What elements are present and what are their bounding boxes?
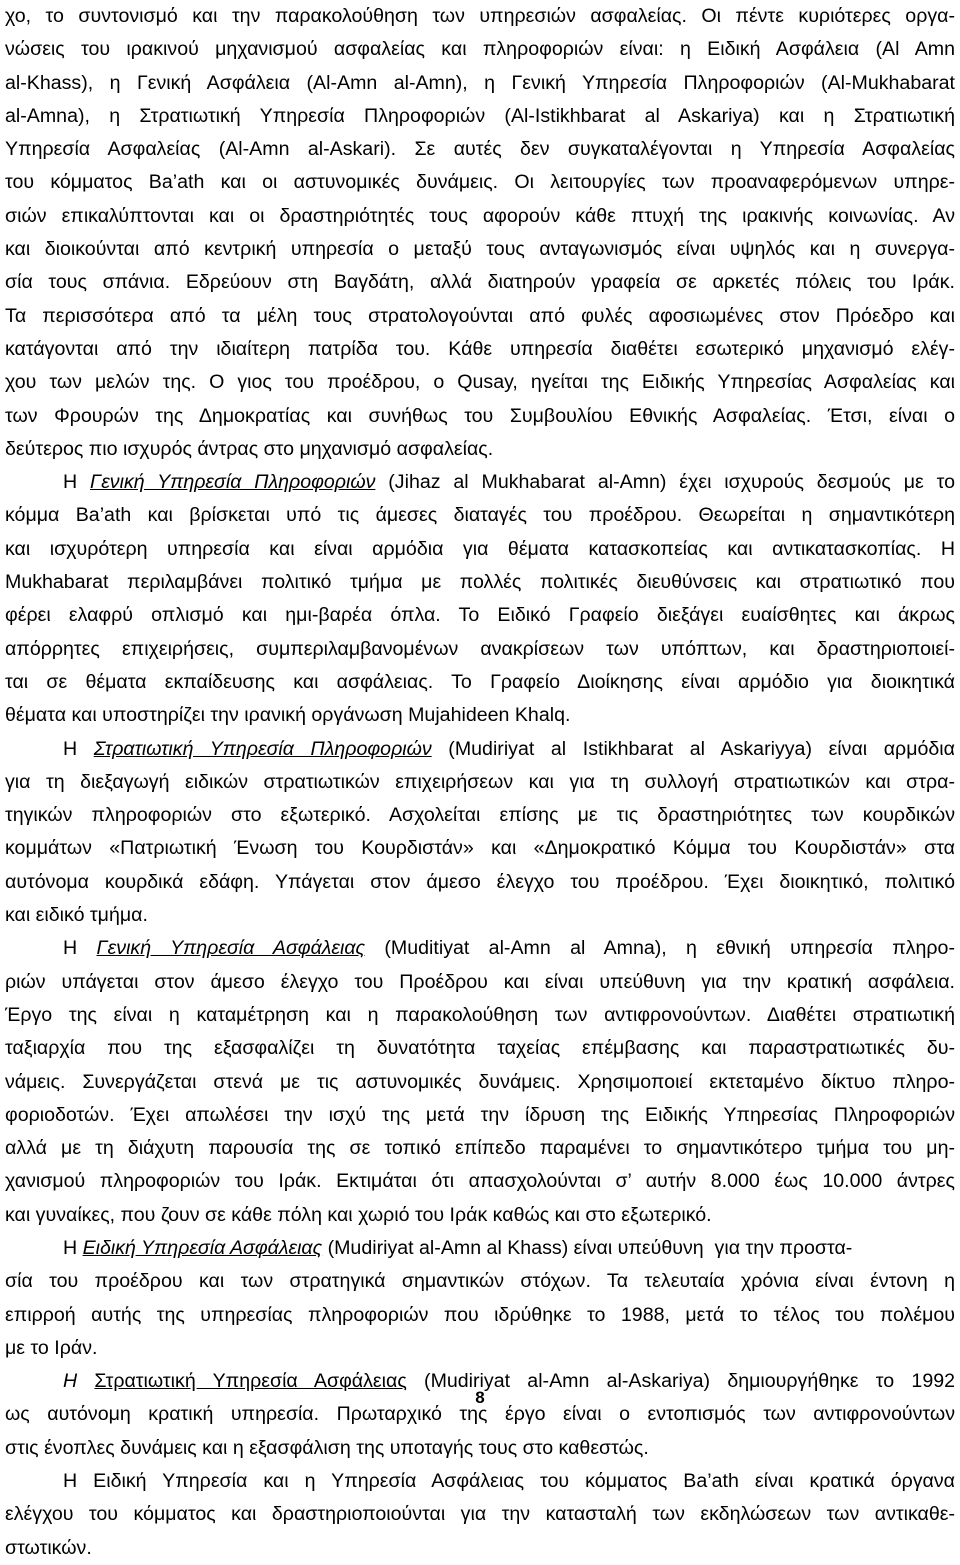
line-prefix: Η [63,937,97,960]
line-text: ως αυτόνομη κρατική υπηρεσία. Πρωταρχικό της έργο είναι ο εντοπισμός των αντιφρονούντων [5,1403,955,1426]
text-line [5,166,955,199]
agency-name: Γενική Υπηρεσία Πληροφοριών [90,471,376,494]
line-text: και διοικούνται από κεντρική υπηρεσία ο μεταξύ τους ανταγωνισμός είναι υψηλός και η συνεργα- [5,238,955,261]
line-text: ελέγχου του κόμματος και δραστηριοποιούνται για την κατασταλή των εκδηλώσεων των αντικαθε- [5,1503,955,1526]
line-text: χου των μελών της. Ο γιος του προέδρου, ο Qusay, ηγείται της Ειδικής Υπηρεσίας Ασφαλείας και [5,371,955,394]
line-text: ριών υπάγεται στον άμεσο έλεγχο του Προέδρου και είναι υπεύθυνη για την κρατική ασφάλεια. [5,970,955,993]
text-line [5,1299,955,1332]
text-line [5,233,955,266]
text-line [5,832,955,865]
text-line [5,1199,955,1232]
line-text: ταξιαρχία που της εξασφαλίζει τη δυνατότητα ταχείας επέμβασης και παραστρατιωτικές δυ- [5,1037,955,1060]
line-text: Mukhabarat περιλαμβάνει πολιτικό τμήμα με πολλές πολιτικές διευθύνσεις και στρατιωτικό που [5,571,955,594]
text-line [5,100,955,133]
agency-name: Γενική Υπηρεσία Ασφάλειας [96,937,366,960]
line-text: σία του προέδρου και των στρατηγικά σημαντικών στόχων. Τα τελευταία χρόνια είναι έντονη η [5,1270,955,1293]
text-line [5,633,955,666]
text-line [5,1066,955,1099]
text-line [5,866,955,899]
line-suffix: (Mudiriyat al-Amn al Khass) είναι υπεύθυνη για την προστα- [322,1236,853,1259]
text-line [5,400,955,433]
agency-name: Στρατιωτική Υπηρεσία Πληροφοριών [93,737,432,760]
text-line [5,33,955,66]
text-line [5,1432,955,1465]
line-text: φοριοδοτών. Έχει απωλέσει την ισχύ της μετά την ίδρυση της Ειδικής Υπηρεσίας Πληροφοριών [5,1103,955,1126]
line-text: απόρρητες επιχειρήσεις, συμπεριλαμβανομένων ανακρίσεων των υπόπτων, και δραστηριοποιεί- [5,637,955,660]
text-line [5,466,955,499]
text-line [5,899,955,932]
line-text: στωτικών. [5,1536,92,1559]
text-line [5,1332,955,1365]
line-text: al-Amna), η Στρατιωτική Υπηρεσία Πληροφοριών (Al-Istikhbarat al Askariya) και η Στρατιωτική [5,104,955,127]
line-text: Η Ειδική Υπηρεσία και η Υπηρεσία Ασφάλειας του κόμματος Ba’ath είναι κρατικά όργανα [63,1470,955,1493]
line-text: και ειδικό τμήμα. [5,904,148,927]
line-text: αλλά με τη διάχυτη παρουσία της σε τοπικό επίπεδο παραμένει το σημαντικότερο τμήμα του μη- [5,1137,955,1160]
page-number: 8 [475,1388,485,1407]
text-line [5,1265,955,1298]
text-line [5,999,955,1032]
line-suffix: (Mudiriyat al-Amn al-Askariya) δημιουργήθηκε το 1992 [406,1370,955,1393]
line-suffix: (Mudiriyat al Istikhbarat al Askariyya) είναι αρμόδια [431,737,955,760]
text-line [5,966,955,999]
line-text: κόμμα Ba’ath και βρίσκεται υπό τις άμεσες διαταγές του προέδρου. Θεωρείται η σημαντικότερη [5,504,955,527]
line-text: στις ένοπλες δυνάμεις και η εξασφάλιση της υποταγής τους στο καθεστώς. [5,1436,649,1459]
text-line [5,1498,955,1531]
text-line [5,300,955,333]
text-line [5,67,955,100]
text-line [5,200,955,233]
line-text: δεύτερος πιο ισχυρός άντρας στο μηχανισμό ασφαλείας. [5,437,494,460]
line-text: επιρροή αυτής της υπηρεσίας πληροφοριών που ιδρύθηκε το 1988, μετά το τέλος του πολέμου [5,1303,955,1326]
text-line [5,133,955,166]
line-text: νάμεις. Συνεργάζεται στενά με τις αστυνομικές δυνάμεις. Χρησιμοποιεί εκτεταμένο δίκτυο πληρο- [5,1070,955,1093]
text-line [5,0,955,33]
line-text: ται σε θέματα εκπαίδευσης και ασφάλειας. Το Γραφείο Διοίκησης είναι αρμόδιο για διοικητικά [5,670,955,693]
line-text: του κόμματος Ba’ath και οι αστυνομικές δυνάμεις. Οι λειτουργίες των προαναφερόμενων υπηρε- [5,171,955,194]
line-text: αυτόνομα κουρδικά εδάφη. Υπάγεται στον άμεσο έλεγχο του προέδρου. Έχει διοικητικό, πολιτικό [5,870,955,893]
line-prefix: Η [63,1370,95,1393]
line-text: χο, το συντονισμό και την παρακολούθηση των υπηρεσιών ασφαλείας. Οι πέντε κυριότερες οργα- [5,5,955,27]
line-text: κατάγονται από την ιδιαίτερη πατρίδα του. Κάθε υπηρεσία διαθέτει εσωτερικό μηχανισμό ελέγ- [5,337,955,360]
text-line [5,1232,955,1265]
document-page [5,0,955,1565]
agency-name: Στρατιωτική Υπηρεσία Ασφάλειας [94,1370,407,1393]
text-line [5,733,955,766]
text-line [5,499,955,532]
line-suffix: (Jihaz al Mukhabarat al-Amn) έχει ισχυρούς δεσμούς με το [375,471,955,494]
line-text: Τα περισσότερα από τα μέλη τους στρατολογούνται από φυλές αφοσιωμένες στον Πρόεδρο και [5,304,955,327]
text-line [5,266,955,299]
text-line [5,666,955,699]
text-line [5,433,955,466]
line-text: σία τους σπάνια. Εδρεύουν στη Βαγδάτη, αλλά διατηρούν γραφεία σε αρκετές πόλεις του Ιράκ. [5,271,955,294]
text-line [5,599,955,632]
line-text: Έργο της είναι η καταμέτρηση και η παρακολούθηση των αντιφρονούντων. Διαθέτει στρατιωτική [5,1003,955,1026]
line-text: και γυναίκες, που ζουν σε κάθε πόλη και χωριό του Ιράκ καθώς και στο εξωτερικό. [5,1203,712,1226]
line-text: σιών επικαλύπτονται και οι δραστηριότητές τους αφορούν κάθε πτυχή της ιρακινής κοινωνίας. Αν [5,204,955,227]
line-text: χανισμού πληροφοριών του Ιράκ. Εκτιμάται ότι απασχολούνται σ’ αυτήν 8.000 έως 10.000 άντρες [5,1170,955,1193]
text-line [5,1465,955,1498]
line-text: al-Khass), η Γενική Ασφάλεια (Al-Amn al-Amn), η Γενική Υπηρεσία Πληροφοριών (Al-Mukhabarat [5,71,955,94]
text-line [5,699,955,732]
text-line [5,1032,955,1065]
line-prefix: Η [63,737,94,760]
text-line [5,533,955,566]
line-suffix: (Muditiyat al-Amn al Amna), η εθνική υπηρεσία πληρο- [365,937,955,960]
line-text: για τη διεξαγωγή ειδικών στρατιωτικών επιχειρήσεων και για τη συλλογή στρατιωτικών και στρα- [5,770,955,793]
line-text: με το Ιράν. [5,1336,98,1359]
line-prefix: Η [63,471,91,494]
line-text: τηγικών πληροφοριών στο εξωτερικό. Ασχολείται επίσης με τις δραστηριότητες των κουρδικών [5,804,955,827]
line-text: των Φρουρών της Δημοκρατίας και συνήθως του Συμβουλίου Εθνικής Ασφαλείας. Έτσι, είναι ο [5,404,955,427]
line-text: θέματα και υποστηρίζει την ιρανική οργάνωση Mujahideen Khalq. [5,704,571,727]
line-text: κομμάτων «Πατριωτική Ένωση του Κουρδιστάν» και «Δημοκρατικό Κόμμα του Κουρδιστάν» στα [5,837,955,860]
text-line [5,333,955,366]
text-line [5,766,955,799]
text-line [5,1132,955,1165]
text-line [5,366,955,399]
line-text: και ισχυρότερη υπηρεσία και είναι αρμόδια για θέματα κατασκοπείας και αντικατασκοπίας. Η [5,537,955,560]
text-line [5,1099,955,1132]
text-line [5,932,955,965]
line-text: νώσεις του ιρακινού μηχανισμού ασφαλείας και πληροφοριών είναι: η Ειδική Ασφάλεια (Al Amn [5,38,955,61]
line-text: φέρει ελαφρύ οπλισμό και ημι-βαρέα όπλα. Το Ειδικό Γραφείο διεξάγει ευαίσθητες και άκρως [5,604,955,627]
text-line [5,799,955,832]
line-prefix: Η [63,1236,83,1259]
text-line [5,1532,955,1565]
agency-name: Ειδική Υπηρεσία Ασφάλειας [82,1236,323,1259]
text-line [5,566,955,599]
line-text: Υπηρεσία Ασφαλείας (Al-Amn al-Askari). Σε αυτές δεν συγκαταλέγονται η Υπηρεσία Ασφαλείας [5,138,955,161]
text-line [5,1165,955,1198]
